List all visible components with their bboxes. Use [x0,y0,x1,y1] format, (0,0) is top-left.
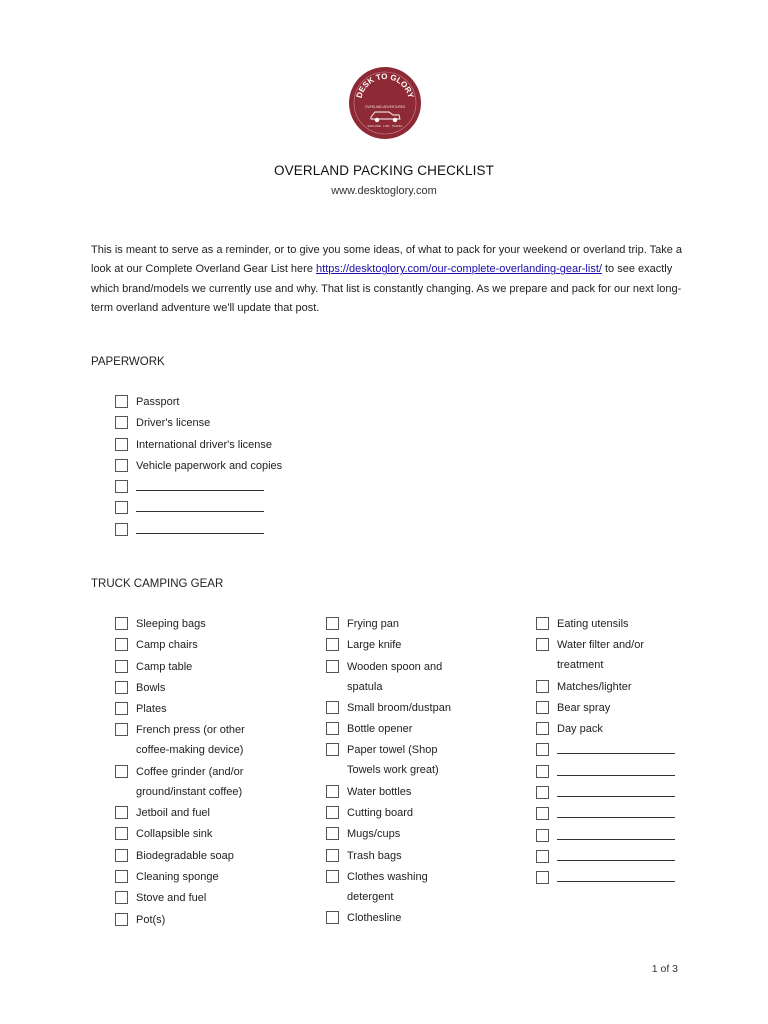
blank-line[interactable] [557,868,675,882]
checkbox[interactable] [326,617,339,630]
checklist-item [115,699,255,719]
svg-text:DESK TO GLORY [355,72,416,100]
checkbox[interactable] [115,459,128,472]
paperwork-heading: PAPERWORK [91,356,165,368]
logo [349,67,421,139]
checklist-item [536,804,681,824]
checklist-item [326,698,451,718]
checklist-item-label: Frying pan [347,618,399,630]
checklist-item-label: Water filter and/or treatment [557,639,645,672]
checklist-item-label: Collapsible sink [136,828,213,841]
blank-line[interactable] [557,826,675,840]
camping-list-col2 [326,614,451,930]
checkbox[interactable] [326,870,339,883]
checklist-item [115,435,315,455]
camping-list-col1 [115,614,255,931]
checklist-item-label: Clothesline [347,912,402,925]
camping-heading: TRUCK CAMPING GEAR [91,578,224,590]
checklist-item-label: Water bottles [347,785,412,798]
checkbox[interactable] [326,911,339,924]
checklist-item [536,635,681,675]
checkbox[interactable] [536,829,549,842]
checklist-item [326,908,451,928]
checklist-item [536,868,681,888]
checkbox[interactable] [536,617,549,630]
checklist-item [115,846,255,866]
checklist-item [326,824,451,844]
blank-line[interactable] [557,783,675,797]
checklist-item-label: Jetboil and fuel [136,807,210,820]
checkbox[interactable] [326,660,339,673]
checklist-item-label: Mugs/cups [347,828,401,841]
camping-list-col3 [536,614,681,890]
checkbox[interactable] [115,501,128,514]
checklist-item-label: Paper towel (Shop Towels work great) [347,744,439,777]
paperwork-list [115,392,315,541]
checklist-item-label: Sleeping bags [136,618,206,630]
checkbox[interactable] [115,617,128,630]
checklist-item-label: Coffee grinder (and/or ground/instant coffee) [136,765,244,798]
checklist-item [115,614,255,634]
checklist-item-label: Camp chairs [136,639,198,652]
blank-line[interactable] [557,762,675,776]
logo-text-middle: OVERLAND ADVENTURES [364,105,406,109]
checklist-item [536,740,681,760]
checklist-item [115,635,255,655]
checklist-item [115,456,315,476]
checkbox[interactable] [326,638,339,651]
checkbox[interactable] [326,849,339,862]
checkbox[interactable] [115,765,128,778]
checkbox[interactable] [326,806,339,819]
checkbox[interactable] [536,638,549,651]
checklist-item [115,888,255,908]
checklist-item-label: Cutting board [347,807,414,820]
page-number: 1 of 3 [651,963,678,975]
checklist-item-label: Bottle opener [347,723,413,736]
checklist-item-label: Driver's license [136,417,211,430]
checklist-item-label: Pot(s) [136,913,166,926]
intro-paragraph [91,241,691,318]
checklist-item [536,847,681,867]
checkbox[interactable] [115,913,128,926]
checklist-item-label: Day pack [557,723,603,736]
checklist-item-label: Bear spray [557,701,611,714]
checklist-item-label: Biodegradable soap [136,849,234,862]
checkbox[interactable] [115,870,128,883]
checklist-item [536,677,681,697]
checkbox[interactable] [115,438,128,451]
checkbox[interactable] [536,743,549,756]
checklist-item [326,867,451,907]
checklist-item [326,635,451,655]
intro-text-after: to see exactly which brand/models we currently use and why. That list is constantly changing. As we prepare and pack for our next long-term overland adventure we'll update that post. [91,263,682,314]
checkbox[interactable] [536,765,549,778]
checkbox[interactable] [326,701,339,714]
checkbox[interactable] [115,681,128,694]
checkbox[interactable] [536,871,549,884]
checklist-item [115,520,315,540]
checklist-item [536,614,681,634]
checklist-item-label: Eating utensils [557,618,629,630]
checklist-item [326,782,451,802]
blank-line[interactable] [557,740,675,754]
gear-list-link[interactable]: https://desktoglory.com/our-complete-overlanding-gear-list/ [316,263,602,276]
checklist-item-label: Bowls [136,681,166,694]
checkbox[interactable] [326,743,339,756]
blank-line[interactable] [136,520,264,534]
checkbox[interactable] [536,786,549,799]
blank-line[interactable] [136,498,264,512]
checklist-item [115,867,255,887]
checklist-item-label: Stove and fuel [136,892,207,905]
checklist-item [115,824,255,844]
site-url: www.desktoglory.com [331,185,437,197]
checklist-item-label: Cleaning sponge [136,870,219,883]
logo-text-bottom: EXPLORE · LIVE · TRAVEL [367,124,403,128]
checkbox[interactable] [115,806,128,819]
checklist-item-label: Vehicle paperwork and copies [136,459,283,472]
checkbox[interactable] [536,701,549,714]
checkbox[interactable] [326,827,339,840]
blank-line[interactable] [557,847,675,861]
checklist-item-label: Large knife [347,639,402,652]
checklist-item [115,477,315,497]
checkbox[interactable] [536,850,549,863]
checkbox[interactable] [115,891,128,904]
checkbox[interactable] [326,722,339,735]
checkbox[interactable] [115,480,128,493]
checklist-item-label: Matches/lighter [557,680,632,693]
checklist-item [536,826,681,846]
checklist-item [115,392,315,412]
checklist-item [115,413,315,433]
checkbox[interactable] [115,723,128,736]
checkbox[interactable] [326,785,339,798]
checkbox[interactable] [115,395,128,408]
checklist-item-label: Plates [136,703,167,716]
checkbox[interactable] [536,680,549,693]
checklist-item [115,910,255,930]
checklist-item [326,803,451,823]
blank-line[interactable] [557,804,675,818]
checklist-item [536,698,681,718]
checklist-item [115,803,255,823]
checklist-item [536,762,681,782]
checkbox[interactable] [115,849,128,862]
checklist-item [115,657,255,677]
checklist-item-label: Trash bags [347,849,402,862]
checkbox[interactable] [115,523,128,536]
checkbox[interactable] [115,638,128,651]
checkbox[interactable] [536,722,549,735]
logo-text-top: DESK TO GLORY [354,71,416,100]
blank-line[interactable] [136,477,264,491]
checkbox[interactable] [115,416,128,429]
document-title: OVERLAND PACKING CHECKLIST [274,163,494,178]
checklist-item [536,783,681,803]
checklist-item [326,657,451,697]
checklist-item [326,846,451,866]
checkbox[interactable] [115,660,128,673]
checklist-item [536,719,681,739]
checklist-item [326,740,451,780]
checkbox[interactable] [115,827,128,840]
checklist-item [326,719,451,739]
checklist-item [115,498,315,518]
checklist-item-label: Camp table [136,660,193,673]
checkbox[interactable] [115,702,128,715]
checklist-item-label: Small broom/dustpan [347,701,451,714]
checklist-item [326,614,451,634]
checklist-item [115,720,255,760]
checklist-item-label: French press (or other coffee-making device) [136,724,245,757]
checkbox[interactable] [536,807,549,820]
intro-text-before: This is meant to serve as a reminder, or to give you some ideas, of what to pack for your weekend or overland trip. Take a look at our Complete Overland Gear List here [91,244,683,276]
checklist-item-label: Clothes washing detergent [347,870,428,903]
checklist-item-label: Passport [136,396,180,408]
checklist-item [115,678,255,698]
checklist-item-label: Wooden spoon and spatula [347,660,443,693]
checklist-item [115,762,255,802]
checklist-item-label: International driver's license [136,438,273,451]
